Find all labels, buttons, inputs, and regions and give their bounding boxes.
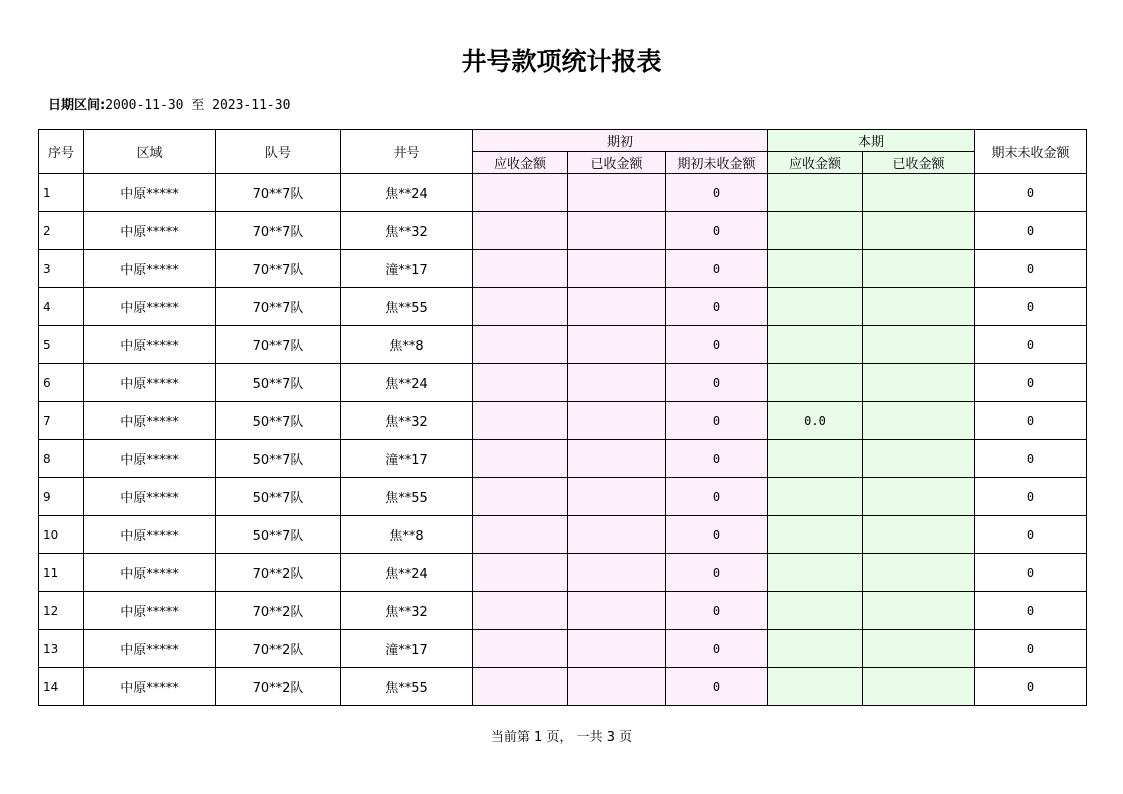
cell-cur-received	[863, 250, 975, 288]
cell-well: 焦**32	[341, 402, 473, 440]
col-header-seq: 序号	[39, 130, 84, 174]
cell-end-unreceived: 0	[975, 516, 1087, 554]
cell-end-unreceived: 0	[975, 402, 1087, 440]
table-row	[39, 364, 1087, 402]
cell-seq: 2	[39, 212, 84, 250]
col-header-end-unreceived: 期末未收金额	[975, 130, 1087, 174]
cell-start-received	[568, 288, 666, 326]
cell-seq: 13	[39, 630, 84, 668]
cell-start-unreceived: 0	[666, 212, 768, 250]
cell-cur-receivable	[768, 326, 863, 364]
cell-cur-receivable	[768, 630, 863, 668]
col-header-well: 井号	[341, 130, 473, 174]
report-title: 井号款项统计报表	[461, 47, 662, 76]
cell-cur-received	[863, 554, 975, 592]
cell-end-unreceived: 0	[975, 212, 1087, 250]
table-row	[39, 554, 1087, 592]
cell-well: 焦**8	[341, 326, 473, 364]
cell-start-received	[568, 174, 666, 212]
table-row	[39, 516, 1087, 554]
col-header-team: 队号	[216, 130, 341, 174]
col-group-start: 期初	[473, 130, 768, 152]
cell-well: 焦**8	[341, 516, 473, 554]
cell-region: 中原*****	[84, 630, 216, 668]
cell-well: 潼**17	[341, 250, 473, 288]
cell-start-unreceived: 0	[666, 554, 768, 592]
cell-start-unreceived: 0	[666, 668, 768, 706]
cell-start-receivable	[473, 250, 568, 288]
cell-start-received	[568, 402, 666, 440]
cell-region: 中原*****	[84, 402, 216, 440]
cell-start-received	[568, 630, 666, 668]
cell-start-receivable	[473, 364, 568, 402]
cell-end-unreceived: 0	[975, 630, 1087, 668]
date-range-label: 日期区间:	[48, 98, 106, 113]
cell-cur-received	[863, 326, 975, 364]
cell-cur-received	[863, 592, 975, 630]
cell-region: 中原*****	[84, 668, 216, 706]
cell-cur-received	[863, 288, 975, 326]
cell-region: 中原*****	[84, 326, 216, 364]
cell-region: 中原*****	[84, 364, 216, 402]
cell-start-received	[568, 212, 666, 250]
cell-end-unreceived: 0	[975, 364, 1087, 402]
cell-cur-received	[863, 402, 975, 440]
cell-start-unreceived: 0	[666, 478, 768, 516]
cell-cur-receivable	[768, 288, 863, 326]
cell-seq: 12	[39, 592, 84, 630]
cell-well: 焦**55	[341, 478, 473, 516]
cell-seq: 9	[39, 478, 84, 516]
cell-team: 70**7队	[216, 174, 341, 212]
pagination-text: 当前第 1 页， 一共 3 页	[490, 730, 633, 745]
cell-start-receivable	[473, 478, 568, 516]
col-group-current: 本期	[768, 130, 975, 152]
report-body	[39, 174, 1087, 706]
cell-region: 中原*****	[84, 554, 216, 592]
cell-seq: 8	[39, 440, 84, 478]
cell-team: 50**7队	[216, 402, 341, 440]
cell-cur-received	[863, 630, 975, 668]
cell-end-unreceived: 0	[975, 440, 1087, 478]
cell-seq: 14	[39, 668, 84, 706]
cell-cur-receivable	[768, 364, 863, 402]
cell-cur-received	[863, 440, 975, 478]
cell-end-unreceived: 0	[975, 250, 1087, 288]
cell-start-receivable	[473, 630, 568, 668]
table-row	[39, 212, 1087, 250]
cell-team: 50**7队	[216, 516, 341, 554]
table-row	[39, 668, 1087, 706]
table-row	[39, 288, 1087, 326]
cell-cur-receivable	[768, 554, 863, 592]
cell-well: 焦**32	[341, 212, 473, 250]
col-header-cur-received: 已收金额	[863, 152, 975, 174]
table-row	[39, 174, 1087, 212]
cell-seq: 11	[39, 554, 84, 592]
header-row-1	[39, 130, 1087, 152]
cell-start-received	[568, 250, 666, 288]
cell-start-receivable	[473, 402, 568, 440]
cell-cur-receivable	[768, 668, 863, 706]
cell-start-receivable	[473, 554, 568, 592]
cell-seq: 4	[39, 288, 84, 326]
cell-region: 中原*****	[84, 174, 216, 212]
table-row	[39, 478, 1087, 516]
cell-seq: 5	[39, 326, 84, 364]
cell-start-unreceived: 0	[666, 326, 768, 364]
cell-seq: 1	[39, 174, 84, 212]
col-header-start-unreceived: 期初未收金额	[666, 152, 768, 174]
cell-team: 70**7队	[216, 250, 341, 288]
cell-start-receivable	[473, 516, 568, 554]
cell-end-unreceived: 0	[975, 554, 1087, 592]
cell-region: 中原*****	[84, 592, 216, 630]
cell-end-unreceived: 0	[975, 478, 1087, 516]
cell-team: 50**7队	[216, 478, 341, 516]
cell-seq: 10	[39, 516, 84, 554]
table-row	[39, 326, 1087, 364]
cell-start-receivable	[473, 174, 568, 212]
col-header-start-received: 已收金额	[568, 152, 666, 174]
cell-end-unreceived: 0	[975, 288, 1087, 326]
cell-cur-receivable	[768, 440, 863, 478]
cell-region: 中原*****	[84, 288, 216, 326]
table-row	[39, 440, 1087, 478]
table-row	[39, 630, 1087, 668]
cell-region: 中原*****	[84, 516, 216, 554]
cell-start-receivable	[473, 212, 568, 250]
cell-start-unreceived: 0	[666, 630, 768, 668]
cell-seq: 3	[39, 250, 84, 288]
col-header-region: 区域	[84, 130, 216, 174]
cell-start-unreceived: 0	[666, 364, 768, 402]
cell-start-received	[568, 668, 666, 706]
cell-team: 70**2队	[216, 630, 341, 668]
cell-team: 70**7队	[216, 288, 341, 326]
cell-cur-receivable	[768, 174, 863, 212]
cell-seq: 6	[39, 364, 84, 402]
cell-well: 焦**55	[341, 668, 473, 706]
cell-team: 70**2队	[216, 554, 341, 592]
cell-start-receivable	[473, 668, 568, 706]
cell-start-unreceived: 0	[666, 592, 768, 630]
table-row	[39, 402, 1087, 440]
cell-start-received	[568, 364, 666, 402]
table-row	[39, 592, 1087, 630]
table-row	[39, 250, 1087, 288]
cell-well: 焦**32	[341, 592, 473, 630]
cell-start-unreceived: 0	[666, 288, 768, 326]
cell-well: 焦**24	[341, 364, 473, 402]
cell-end-unreceived: 0	[975, 592, 1087, 630]
cell-start-unreceived: 0	[666, 250, 768, 288]
cell-cur-received	[863, 212, 975, 250]
cell-seq: 7	[39, 402, 84, 440]
date-range	[48, 94, 290, 113]
cell-team: 70**2队	[216, 668, 341, 706]
date-range-value: 2000-11-30 至 2023-11-30	[105, 98, 291, 113]
cell-cur-received	[863, 364, 975, 402]
cell-start-received	[568, 326, 666, 364]
cell-end-unreceived: 0	[975, 326, 1087, 364]
cell-cur-received	[863, 174, 975, 212]
cell-start-receivable	[473, 326, 568, 364]
cell-well: 焦**55	[341, 288, 473, 326]
cell-region: 中原*****	[84, 212, 216, 250]
cell-team: 70**7队	[216, 212, 341, 250]
cell-well: 焦**24	[341, 174, 473, 212]
report-table	[38, 129, 1087, 706]
cell-start-unreceived: 0	[666, 440, 768, 478]
cell-start-unreceived: 0	[666, 516, 768, 554]
cell-cur-receivable	[768, 478, 863, 516]
cell-start-receivable	[473, 288, 568, 326]
cell-end-unreceived: 0	[975, 174, 1087, 212]
cell-end-unreceived: 0	[975, 668, 1087, 706]
cell-well: 潼**17	[341, 440, 473, 478]
cell-cur-receivable: 0.0	[768, 402, 863, 440]
cell-start-receivable	[473, 440, 568, 478]
cell-well: 潼**17	[341, 630, 473, 668]
col-header-cur-receivable: 应收金额	[768, 152, 863, 174]
cell-team: 70**7队	[216, 326, 341, 364]
cell-cur-receivable	[768, 250, 863, 288]
cell-cur-received	[863, 478, 975, 516]
cell-start-receivable	[473, 592, 568, 630]
cell-team: 50**7队	[216, 364, 341, 402]
cell-cur-receivable	[768, 516, 863, 554]
cell-well: 焦**24	[341, 554, 473, 592]
cell-start-received	[568, 440, 666, 478]
col-header-start-receivable: 应收金额	[473, 152, 568, 174]
cell-region: 中原*****	[84, 440, 216, 478]
cell-region: 中原*****	[84, 250, 216, 288]
cell-cur-received	[863, 668, 975, 706]
cell-start-received	[568, 554, 666, 592]
cell-team: 50**7队	[216, 440, 341, 478]
cell-start-received	[568, 478, 666, 516]
cell-start-received	[568, 592, 666, 630]
cell-start-unreceived: 0	[666, 174, 768, 212]
cell-region: 中原*****	[84, 478, 216, 516]
cell-cur-received	[863, 516, 975, 554]
cell-team: 70**2队	[216, 592, 341, 630]
cell-cur-receivable	[768, 212, 863, 250]
cell-start-unreceived: 0	[666, 402, 768, 440]
cell-cur-receivable	[768, 592, 863, 630]
cell-start-received	[568, 516, 666, 554]
